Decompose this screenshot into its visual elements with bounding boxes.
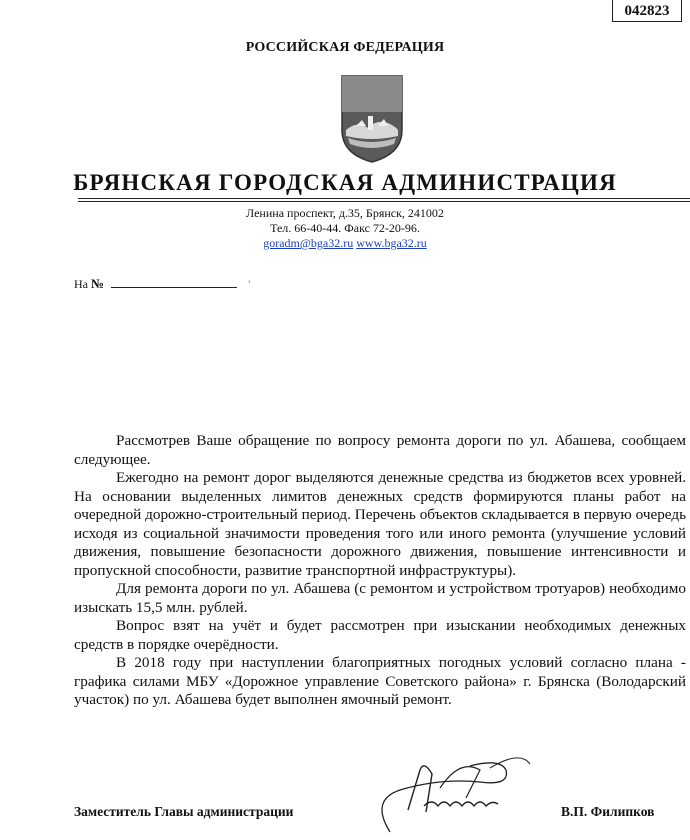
paragraph: Рассмотрев Ваше обращение по вопросу ремонта дороги по ул. Абашева, сообщаем следующее. (74, 432, 686, 468)
signatory-position: Заместитель Главы администрации (74, 804, 294, 819)
paragraph: Ежегодно на ремонт дорог выделяются денежные средства из бюджетов всех уровней. На основании выделенных лимитов денежных средств формируются планы работ на очередной дорожно-строительный период. Перечень объектов складывается в первую очередь исходя из социальной значимости проведения того или иного ремонта (улучшение условий движения, повышение безопасности дорожного движения, повышение интенсивности и пропускной способности, развитие транспортной инфраструктуры). (74, 469, 686, 579)
reference-prefix: На (74, 277, 88, 291)
reference-number-blank (111, 277, 237, 288)
paragraph: Вопрос взят на учёт и будет рассмотрен при изыскании необходимых денежных средств в порядке очерёдности. (74, 617, 686, 653)
letter-body (74, 432, 686, 710)
country-heading: РОССИЙСКАЯ ФЕДЕРАЦИЯ (245, 40, 445, 55)
coat-of-arms-icon (338, 72, 406, 164)
administration-title: БРЯНСКАЯ ГОРОДСКАЯ АДМИНИСТРАЦИЯ (73, 170, 617, 195)
phone-fax-line: Тел. 66-40-44. Факс 72-20-96. (270, 221, 420, 235)
header-divider-bottom (78, 201, 690, 202)
paragraph: В 2018 году при наступлении благоприятных погодных условий согласно плана - графика силами МБУ «Дорожное управление Советского района» г. Брянска (Володарский участок) по ул. Абашева будет выполнен ямочный ремонт. (74, 654, 686, 708)
signatory-name: В.П. Филипков (561, 804, 655, 819)
number-sign: № (91, 276, 105, 291)
document-number: 042823 (612, 0, 682, 22)
website-link[interactable]: www.bga32.ru (356, 236, 427, 250)
contact-links (0, 236, 690, 251)
paragraph: Для ремонта дороги по ул. Абашева (с ремонтом и устройством тротуаров) необходимо изыскать 15,5 млн. рублей. (74, 580, 686, 616)
handwritten-signature-icon (330, 740, 550, 840)
header-divider-top (78, 198, 690, 199)
reference-line (74, 276, 250, 292)
address-line: Ленина проспект, д.35, Брянск, 241002 (246, 206, 444, 220)
email-link[interactable]: goradm@bga32.ru (263, 236, 354, 250)
reference-tick: ' (248, 277, 251, 291)
